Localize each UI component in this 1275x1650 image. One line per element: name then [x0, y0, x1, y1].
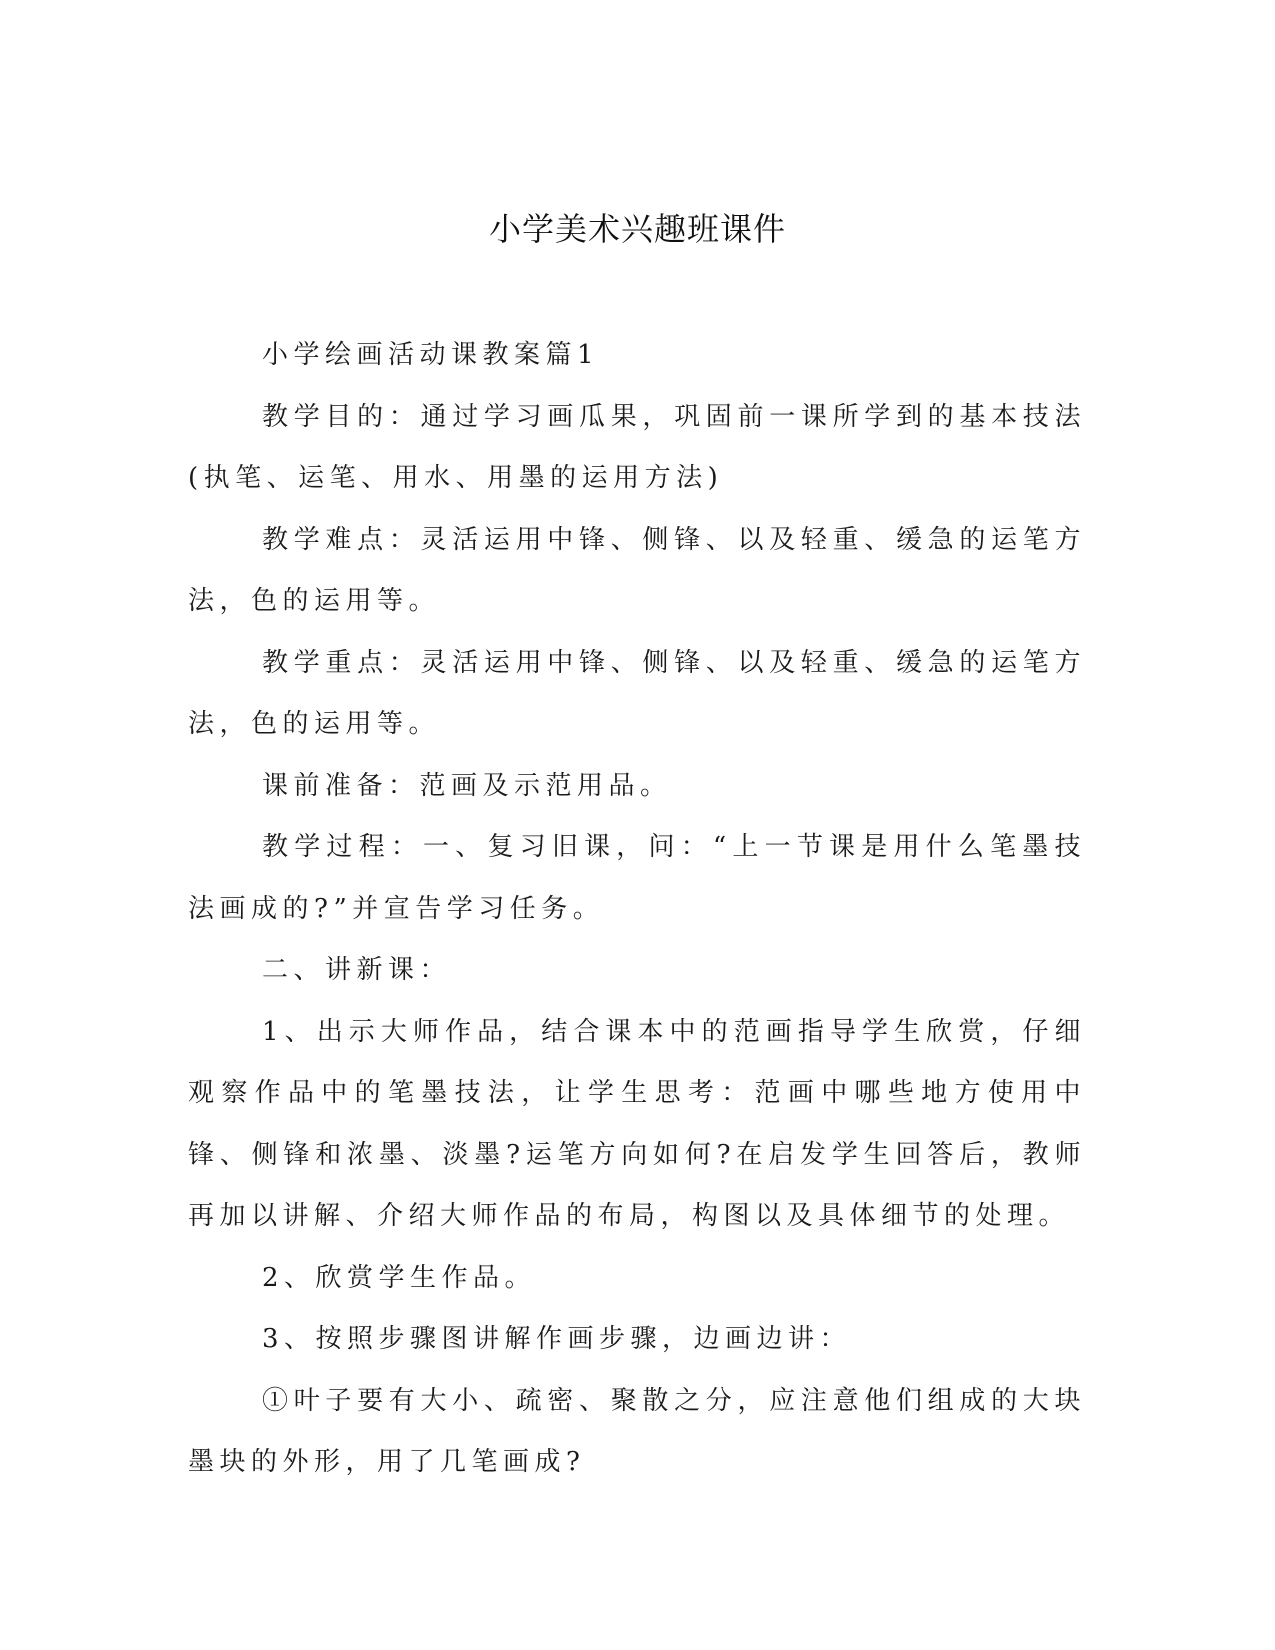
- paragraph-step-3: 3、按照步骤图讲解作画步骤，边画边讲：: [262, 1324, 852, 1354]
- paragraph-new-lesson: 二、讲新课：: [262, 955, 452, 985]
- paragraph-step-1: 1、出示大师作品，结合课本中的范画指导学生欣赏，仔细观察作品中的笔墨技法，让学生思考：范画中哪些地方使用中锋、侧锋和浓墨、淡墨?运笔方向如何?在启发学生回答后，教师再加以讲解、介绍大师作品的布局，构图以及具体细节的处理。: [188, 1016, 1086, 1231]
- paragraph-teaching-process: 教学过程：一、复习旧课，问：“上一节课是用什么笔墨技法画成的?”并宣告学习任务。: [188, 832, 1086, 924]
- paragraph-teaching-goal: 教学目的：通过学习画瓜果，巩固前一课所学到的基本技法(执笔、运笔、用水、用墨的运用方法): [188, 401, 1086, 493]
- paragraph-preparation: 课前准备：范画及示范用品。: [262, 770, 672, 801]
- document-body: [188, 325, 1086, 1494]
- paragraph-teaching-focus: 教学重点：灵活运用中锋、侧锋、以及轻重、缓急的运笔方法，色的运用等。: [188, 647, 1086, 739]
- paragraph-step-2: 2、欣赏学生作品。: [262, 1262, 537, 1293]
- document-title: 小学美术兴趣班课件: [488, 210, 786, 248]
- paragraph-substep-1: ①叶子要有大小、疏密、聚散之分，应注意他们组成的大块墨块的外形，用了几笔画成?: [188, 1385, 1086, 1477]
- section-heading: 小学绘画活动课教案篇1: [262, 340, 600, 370]
- paragraph-teaching-difficulty: 教学难点：灵活运用中锋、侧锋、以及轻重、缓急的运笔方法，色的运用等。: [188, 524, 1086, 616]
